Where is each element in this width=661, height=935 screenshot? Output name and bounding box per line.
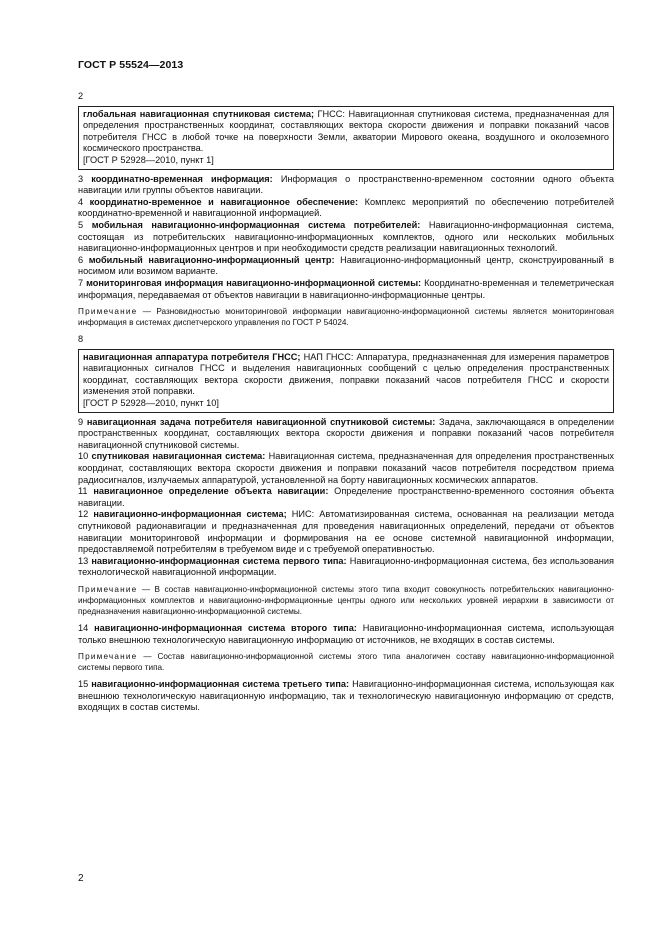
term-name: спутниковая навигационная система: [91,451,266,462]
note [78,584,614,617]
entry-number: 4 [78,196,90,207]
term-definition: Навигационно-информационная система, использующая только внешнюю технологическую навигационную информацию от источников, не входящих в состав системы. [78,622,614,645]
term-entry [78,174,614,197]
term-definition: Задача, заключающаяся в определении пространственных координат, составляющих вектора скорости движения и поправки показаний часов потребителя навигационной спутниковой системы. [78,416,614,450]
entry-number: 11 [78,486,94,497]
term-definition: НИС: Автоматизированная система, основанная на реализации метода спутниковой радионавигации и предназначенная для проведения навигационных определений, передачи от объектов навигации мониторинговой информации и формирования на ее основе системной навигационной информации, предоставляемой потребителям в требуемом виде и с требуемой оперативностью. [78,509,614,555]
term-name: навигационно-информационная система первого типа: [91,555,347,566]
term-name: навигационно-информационная система второго типа: [94,622,357,633]
term-entry [78,451,614,486]
term-name: навигационно-информационная система третьего типа: [91,679,350,690]
term-name: координатно-временное и навигационное обеспечение: [89,196,359,207]
term-definition: Навигационно-информационная система, состоящая из потребительских навигационно-информационных комплектов, одного или нескольких мобильных навигационно-информационных центров и при необходимости средств реализации навигационных технологий. [78,219,614,254]
term-name: навигационная задача потребителя навигационной спутниковой системы: [86,416,436,427]
term-name: координатно-временная информация: [91,173,273,184]
term-entry [78,220,614,255]
term-entry [78,197,614,220]
term-definition: Навигационная система, предназначенная для определения пространственных координат, составляющих вектора скорости движения и поправки показаний часов потребителя посредством приема радиосигналов, излучаемых аппаратурой, установленной на борту навигационных космических аппаратов. [78,451,614,485]
entry-number: 15 [78,679,92,690]
term-entry [78,486,614,509]
term-name: навигационно-информационная система; [93,509,287,520]
note-label: Примечание [78,652,138,662]
term-name: мобильный навигационно-информационный центр: [88,254,335,265]
page-number: 2 [78,873,84,884]
term-name: мониторинговая информация навигационно-информационной системы: [86,277,422,288]
term-entry [78,509,614,555]
term-definition: Навигационно-информационный центр, сконструированный в носимом или возимом варианте. [78,254,614,277]
term-entry [78,623,614,646]
term-name: навигационная аппаратура потребителя ГНСС; [83,351,301,362]
entry-number: 7 [78,277,87,288]
source-reference: [ГОСТ Р 52928—2010, пункт 1] [83,154,214,165]
quoted-definition [83,352,609,398]
quoted-definition-box [78,349,614,413]
entry-number: 8 [78,334,84,345]
term-name: мобильная навигационно-информационная система потребителей: [91,219,421,230]
term-definition: НАП ГНСС: Аппаратура, предназначенная для измерения параметров навигационных сигналов ГНСС и выделения навигационных сообщений с целью определения пространственных координат, составляющих вектора скорости движения, поправки показаний часов потребителя ГНСС и скорости изменения этой поправки. [83,351,609,397]
entry-number: 5 [78,219,92,230]
source-reference: [ГОСТ Р 52928—2010, пункт 10] [83,398,219,409]
entry-number: 6 [78,254,89,265]
term-entry [78,255,614,278]
term-entry [78,679,614,714]
term-entry [78,417,614,452]
term-definition: Определение пространственно-временного состояния объекта навигации. [78,486,614,508]
term-definition: Информация о пространственно-временном состоянии одного объекта навигации или группы объектов навигации. [78,173,614,196]
note [78,651,614,673]
entry-number: 9 [78,416,87,427]
entry-number: 13 [78,555,92,566]
quoted-definition-box [78,106,614,170]
term-definition: ГНСС: Навигационная спутниковая система, предназначенная для определения пространственных координат, составляющих вектора скорости движения и поправки показаний часов потребителя ГНСС в любой точке на поверхности Земли, акватории Мирового океана, воздушного и околоземного космического пространства. [83,108,610,154]
note [78,306,614,328]
term-definition: Навигационно-информационная система, использующая как внешнюю технологическую навигационную информацию, так и технологическую навигационную информацию от средств, входящих в состав системы. [78,679,614,713]
note-label: Примечание [78,307,138,317]
entry-number: 10 [78,451,92,462]
entry-number: 14 [78,622,95,633]
entry-number: 3 [78,173,92,184]
note-label: Примечание [78,584,138,594]
note-text: — Разновидностью мониторинговой информации навигационно-информационной системы является мониторинговая информация в системах диспетчерского управления по ГОСТ Р 54024. [78,307,614,328]
term-entry [78,556,614,579]
page-header: ГОСТ Р 55524—2013 [78,59,184,71]
term-entry [78,278,614,301]
note-text: — Состав навигационно-информационной системы этого типа аналогичен составу навигационно-информационной системы первого типа. [78,652,614,673]
term-name: глобальная навигационная спутниковая система; [83,108,315,119]
term-definition: Навигационно-информационная система, без использования технологической навигационной информации. [78,555,614,578]
note-text: — В состав навигационно-информационной системы этого типа входит совокупность потребительских навигационно-информационных комплектов и навигационно-информационные центры одного или нескольких уровней иерархии в зависимости от предназначения навигационно-информационной системы. [78,584,614,616]
entry-number: 2 [78,91,84,101]
term-definition: Комплекс мероприятий по обеспечению потребителей координатно-временной и навигационной информацией. [78,196,614,219]
entry-number: 12 [78,509,94,520]
term-name: навигационное определение объекта навигации: [93,486,329,497]
quoted-definition [83,109,609,155]
page-content [78,91,614,714]
term-definition: Координатно-временная и телеметрическая информация, передаваемая от объектов навигации в навигационно-информационные центры. [78,277,615,300]
